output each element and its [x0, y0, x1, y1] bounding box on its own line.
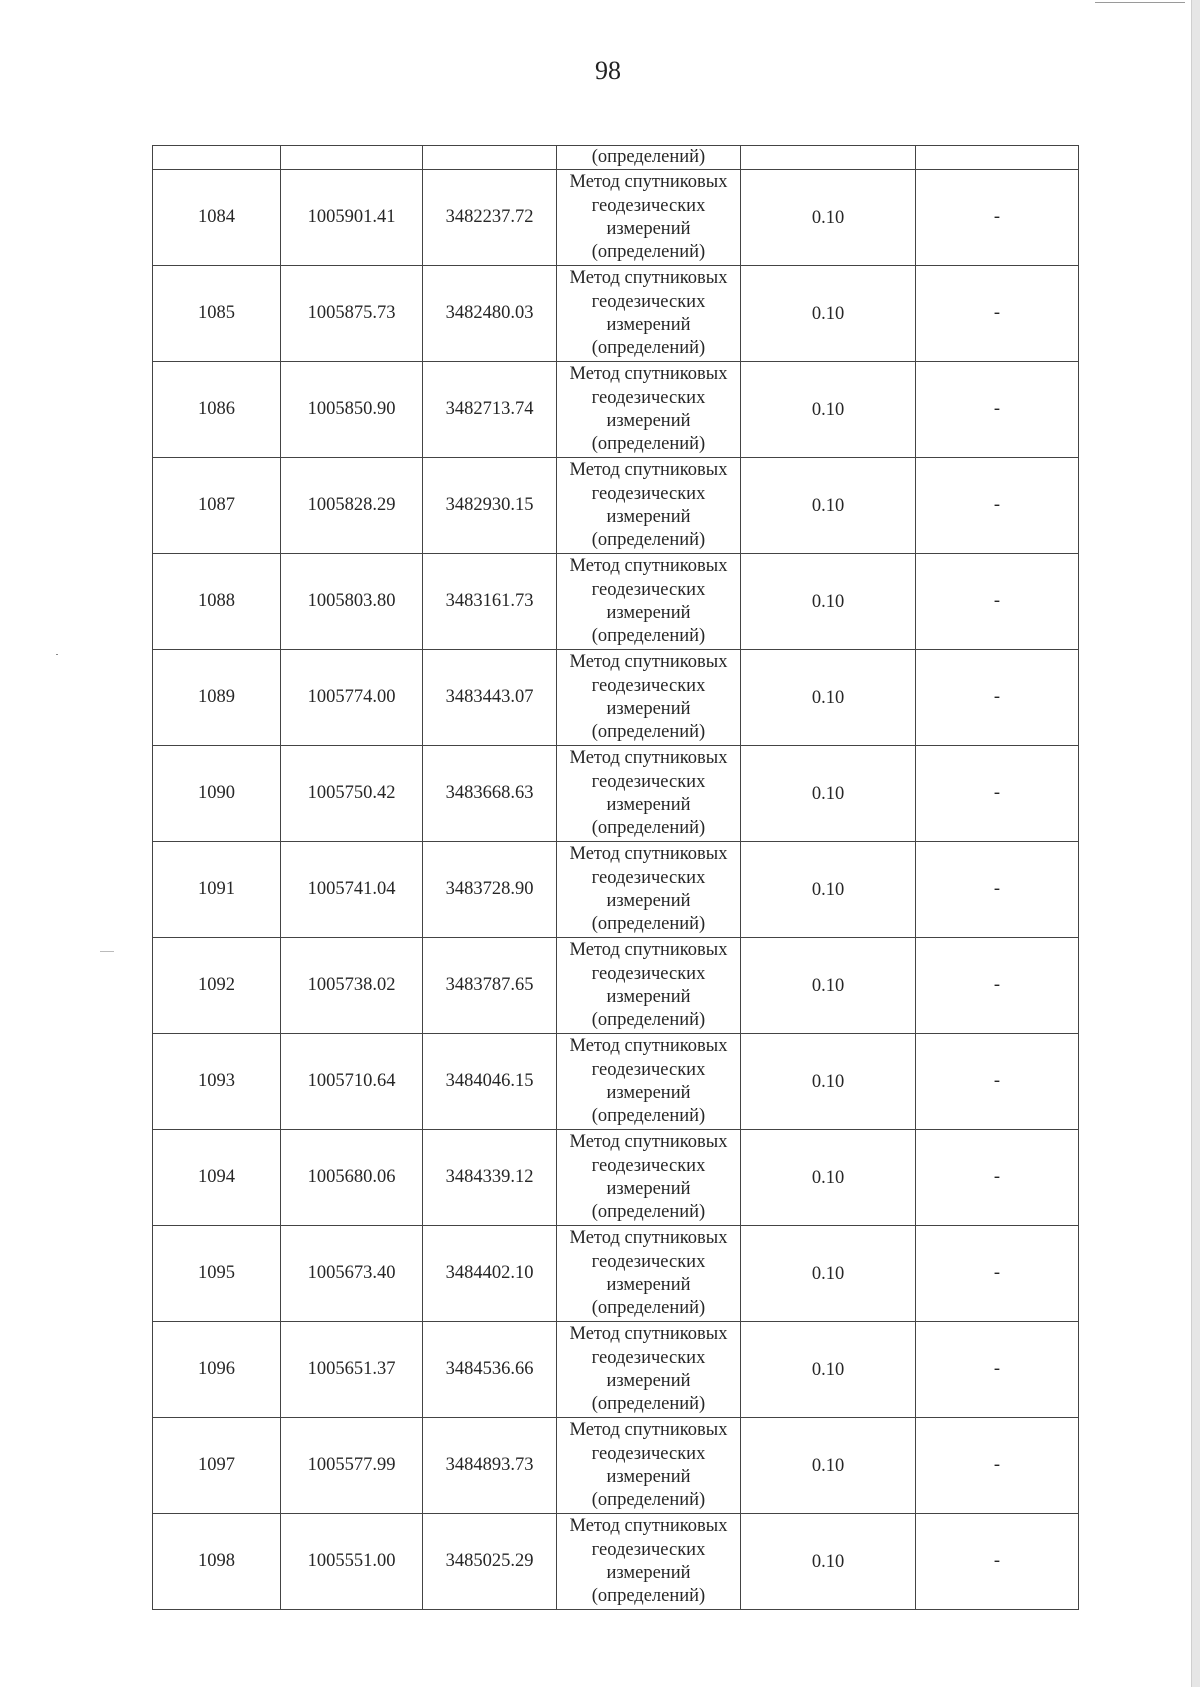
table-row [153, 170, 1079, 266]
cell-x [281, 146, 423, 170]
table-row [153, 1130, 1079, 1226]
method-line: измерений [606, 986, 691, 1007]
method-line: измерений [606, 794, 691, 815]
cell-accuracy: 0.10 [741, 1226, 916, 1322]
coordinates-table [152, 145, 1079, 1610]
table-row [153, 1418, 1079, 1514]
cell-x: 1005828.29 [281, 458, 423, 554]
table-row [153, 1514, 1079, 1610]
method-line: геодезических [591, 1251, 706, 1272]
cell-note: - [916, 362, 1079, 458]
method-line: (определений) [591, 338, 706, 359]
method-line: измерений [606, 602, 691, 623]
method-line: геодезических [591, 1443, 706, 1464]
table-row [153, 650, 1079, 746]
method-line: Метод спутниковых [569, 1228, 728, 1249]
cell-y: 3485025.29 [423, 1514, 557, 1610]
cell-accuracy: 0.10 [741, 1322, 916, 1418]
cell-note: - [916, 1130, 1079, 1226]
cell-accuracy: 0.10 [741, 1418, 916, 1514]
cell-accuracy: 0.10 [741, 1514, 916, 1610]
cell-point: 1097 [153, 1418, 281, 1514]
cell-accuracy: 0.10 [741, 1130, 916, 1226]
cell-x: 1005738.02 [281, 938, 423, 1034]
method-line: Метод спутниковых [569, 1036, 728, 1057]
cell-method [557, 362, 741, 458]
cell-y: 3482930.15 [423, 458, 557, 554]
method-line: (определений) [591, 242, 706, 263]
method-line: измерений [606, 314, 691, 335]
method-line: геодезических [591, 963, 706, 984]
cell-point: 1096 [153, 1322, 281, 1418]
cell-x: 1005551.00 [281, 1514, 423, 1610]
method-line: Метод спутниковых [569, 172, 728, 193]
method-line: Метод спутниковых [569, 364, 728, 385]
table-row [153, 1034, 1079, 1130]
method-line: Метод спутниковых [569, 748, 728, 769]
cell-y [423, 146, 557, 170]
method-line: геодезических [591, 1539, 706, 1560]
cell-note: - [916, 746, 1079, 842]
method-line: измерений [606, 1562, 691, 1583]
cell-method [557, 1034, 741, 1130]
method-line: (определений) [591, 818, 706, 839]
cell-note: - [916, 650, 1079, 746]
cell-y: 3483161.73 [423, 554, 557, 650]
cell-method [557, 938, 741, 1034]
cell-note: - [916, 842, 1079, 938]
cell-method [557, 842, 741, 938]
cell-y: 3483443.07 [423, 650, 557, 746]
cell-y: 3483668.63 [423, 746, 557, 842]
cell-method [557, 1226, 741, 1322]
method-line: геодезических [591, 1347, 706, 1368]
cell-y: 3484046.15 [423, 1034, 557, 1130]
cell-accuracy: 0.10 [741, 650, 916, 746]
table-row [153, 746, 1079, 842]
method-line: (определений) [591, 434, 706, 455]
cell-accuracy: 0.10 [741, 554, 916, 650]
cell-point: 1094 [153, 1130, 281, 1226]
cell-point: 1085 [153, 266, 281, 362]
method-line: измерений [606, 506, 691, 527]
method-line: (определений) [591, 914, 706, 935]
method-line: (определений) [591, 1298, 706, 1319]
cell-y: 3483728.90 [423, 842, 557, 938]
method-line: Метод спутниковых [569, 844, 728, 865]
method-line: (определений) [591, 1586, 706, 1607]
cell-method: (определений) [557, 146, 741, 170]
cell-accuracy: 0.10 [741, 938, 916, 1034]
method-line: (определений) [591, 1394, 706, 1415]
cell-x: 1005875.73 [281, 266, 423, 362]
method-line: Метод спутниковых [569, 460, 728, 481]
cell-method [557, 1514, 741, 1610]
method-line: геодезических [591, 771, 706, 792]
cell-y: 3484339.12 [423, 1130, 557, 1226]
table-row [153, 842, 1079, 938]
cell-x: 1005850.90 [281, 362, 423, 458]
cell-x: 1005750.42 [281, 746, 423, 842]
cell-x: 1005577.99 [281, 1418, 423, 1514]
method-line: измерений [606, 698, 691, 719]
cell-point: 1092 [153, 938, 281, 1034]
page-edge-shadow [1192, 0, 1200, 1687]
cell-point: 1087 [153, 458, 281, 554]
method-line: измерений [606, 1178, 691, 1199]
table-row-continuation [153, 146, 1079, 170]
method-line: Метод спутниковых [569, 1420, 728, 1441]
cell-note [916, 146, 1079, 170]
cell-accuracy: 0.10 [741, 362, 916, 458]
method-line: Метод спутниковых [569, 1132, 728, 1153]
cell-note: - [916, 938, 1079, 1034]
cell-method [557, 746, 741, 842]
cell-method [557, 1130, 741, 1226]
method-line: (определений) [591, 626, 706, 647]
method-line: измерений [606, 1082, 691, 1103]
cell-x: 1005803.80 [281, 554, 423, 650]
method-line: измерений [606, 218, 691, 239]
scan-speck [56, 654, 58, 655]
cell-method [557, 266, 741, 362]
cell-x: 1005651.37 [281, 1322, 423, 1418]
cell-method [557, 458, 741, 554]
cell-y: 3484402.10 [423, 1226, 557, 1322]
cell-accuracy: 0.10 [741, 1034, 916, 1130]
method-line: (определений) [591, 1106, 706, 1127]
cell-point: 1093 [153, 1034, 281, 1130]
cell-method [557, 1322, 741, 1418]
method-line: измерений [606, 1370, 691, 1391]
cell-point: 1090 [153, 746, 281, 842]
method-line: Метод спутниковых [569, 1324, 728, 1345]
table-row [153, 362, 1079, 458]
table-body [153, 146, 1079, 1610]
cell-point: 1088 [153, 554, 281, 650]
page-number: 98 [595, 56, 621, 85]
method-line: Метод спутниковых [569, 1516, 728, 1537]
method-line: измерений [606, 1274, 691, 1295]
method-line: геодезических [591, 195, 706, 216]
method-line: (определений) [591, 1010, 706, 1031]
method-line: геодезических [591, 1059, 706, 1080]
table-row [153, 1322, 1079, 1418]
cell-y: 3482237.72 [423, 170, 557, 266]
method-line: Метод спутниковых [569, 556, 728, 577]
cell-x: 1005741.04 [281, 842, 423, 938]
cell-note: - [916, 1322, 1079, 1418]
method-line: геодезических [591, 579, 706, 600]
cell-accuracy: 0.10 [741, 746, 916, 842]
cell-y: 3484536.66 [423, 1322, 557, 1418]
method-line: (определений) [591, 722, 706, 743]
cell-y: 3482480.03 [423, 266, 557, 362]
cell-method [557, 170, 741, 266]
cell-accuracy: 0.10 [741, 266, 916, 362]
cell-accuracy [741, 146, 916, 170]
cell-point: 1091 [153, 842, 281, 938]
cell-point: 1089 [153, 650, 281, 746]
scan-speck [100, 951, 114, 952]
cell-note: - [916, 554, 1079, 650]
cell-point: 1084 [153, 170, 281, 266]
method-line: геодезических [591, 675, 706, 696]
cell-accuracy: 0.10 [741, 458, 916, 554]
cell-x: 1005673.40 [281, 1226, 423, 1322]
cell-note: - [916, 458, 1079, 554]
cell-point: 1098 [153, 1514, 281, 1610]
method-line: геодезических [591, 483, 706, 504]
cell-accuracy: 0.10 [741, 170, 916, 266]
method-line: (определений) [591, 1490, 706, 1511]
method-line: геодезических [591, 291, 706, 312]
method-line: (определений) [591, 530, 706, 551]
cell-method [557, 650, 741, 746]
cell-note: - [916, 1514, 1079, 1610]
table-row [153, 1226, 1079, 1322]
cell-accuracy: 0.10 [741, 842, 916, 938]
method-line: измерений [606, 890, 691, 911]
table-row [153, 458, 1079, 554]
cell-y: 3484893.73 [423, 1418, 557, 1514]
method-line: Метод спутниковых [569, 940, 728, 961]
method-line: измерений [606, 1466, 691, 1487]
cell-note: - [916, 1034, 1079, 1130]
method-line: Метод спутниковых [569, 268, 728, 289]
cell-x: 1005774.00 [281, 650, 423, 746]
cell-method [557, 1418, 741, 1514]
method-line: (определений) [591, 1202, 706, 1223]
method-line: Метод спутниковых [569, 652, 728, 673]
cell-x: 1005710.64 [281, 1034, 423, 1130]
table-row [153, 554, 1079, 650]
cell-point [153, 146, 281, 170]
cell-y: 3482713.74 [423, 362, 557, 458]
cell-point: 1095 [153, 1226, 281, 1322]
method-line: геодезических [591, 867, 706, 888]
table-row [153, 938, 1079, 1034]
cell-note: - [916, 1418, 1079, 1514]
cell-method [557, 554, 741, 650]
cell-x: 1005901.41 [281, 170, 423, 266]
cell-point: 1086 [153, 362, 281, 458]
method-line: геодезических [591, 1155, 706, 1176]
cell-y: 3483787.65 [423, 938, 557, 1034]
cell-note: - [916, 266, 1079, 362]
method-line: измерений [606, 410, 691, 431]
method-line: геодезических [591, 387, 706, 408]
cell-note: - [916, 1226, 1079, 1322]
page-edge-mark [1095, 2, 1185, 3]
cell-x: 1005680.06 [281, 1130, 423, 1226]
cell-note: - [916, 170, 1079, 266]
table-row [153, 266, 1079, 362]
